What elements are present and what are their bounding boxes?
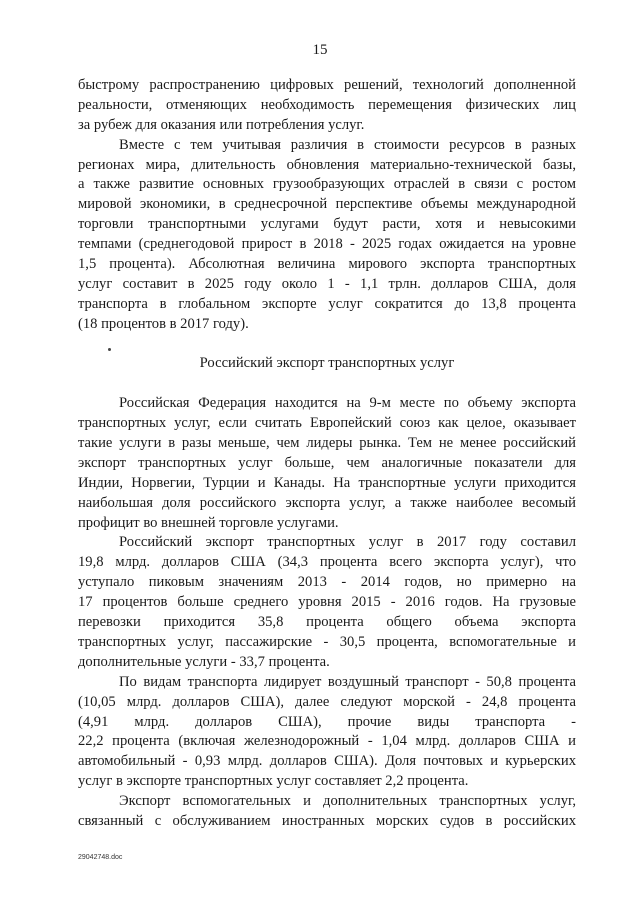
text-line: уступало пиковым значениям 2013 - 2014 годов, но примерно на	[78, 574, 576, 591]
text-line: регионах мира, длительность обновления материально-технической базы,	[78, 156, 576, 173]
text-line: связанный с обслуживанием иностранных морских судов в российских	[78, 812, 576, 829]
paragraph-4	[78, 533, 576, 672]
text-line: транспортных услуг, пассажирские - 30,5 процента, вспомогательные и	[78, 633, 576, 650]
footer-file-code: 29042748.doc	[78, 854, 123, 861]
paragraph-5	[78, 673, 576, 792]
text-line: Индии, Норвегии, Турции и Канады. На транспортные услуги приходится	[78, 474, 576, 491]
section-heading: Российский экспорт транспортных услуг	[199, 355, 455, 372]
text-line: (10,05 млрд. долларов США), далее следуют морской - 24,8 процента	[78, 693, 576, 710]
text-line: 19,8 млрд. долларов США (34,3 процента всего экспорта услуг), что	[78, 554, 576, 571]
text-line: 1,5 процента). Абсолютная величина мирового экспорта транспортных	[78, 256, 576, 273]
text-line: быстрому распространению цифровых решений, технологий дополненной	[78, 77, 576, 93]
text-line: По видам транспорта лидирует воздушный транспорт - 50,8 процента	[119, 673, 576, 690]
text-line: профицит во внешней торговле услугами.	[78, 514, 339, 531]
text-line: Вместе с тем учитывая различия в стоимости ресурсов в разных	[119, 136, 576, 153]
text-line: перевозки приходится 35,8 процента общего объема экспорта	[78, 614, 576, 631]
text-line: 17 процентов больше среднего уровня 2015 - 2016 годов. На грузовые	[78, 594, 576, 611]
text-line: 22,2 процента (включая железнодорожный - 1,04 млрд. долларов США и	[78, 733, 576, 750]
text-line: услуг составит в 2025 году около 1 - 1,1 трлн. долларов США, доля	[78, 275, 576, 292]
text-line: транспортных услуг, если считать Европейский союз как целое, оказывает	[78, 415, 576, 432]
text-line: Российская Федерация находится на 9-м месте по объему экспорта	[119, 395, 576, 412]
text-line: автомобильный - 0,93 млрд. долларов США). Доля почтовых и курьерских	[78, 753, 576, 770]
text-line: транспорта в глобальном экспорте услуг сократится до 13,8 процента	[78, 295, 576, 312]
paragraph-3	[78, 394, 576, 533]
paragraph-1	[78, 76, 576, 136]
text-line: наибольшая доля российского экспорта услуг, а также наиболее весомый	[78, 494, 576, 511]
text-line: темпами (среднегодовой прирост в 2018 - 2025 годах ожидается на уровне	[78, 236, 576, 253]
page-number: 15	[312, 42, 328, 58]
document-body	[78, 76, 576, 832]
text-line: реальности, отменяющих необходимость перемещения физических лиц	[78, 96, 576, 113]
text-line: а также развитие основных грузообразующих отраслей в связи с ростом	[78, 176, 576, 193]
text-line: Российский экспорт транспортных услуг в 2017 году составил	[119, 534, 576, 551]
text-line: (4,91 млрд. долларов США), прочие виды транспорта -	[78, 713, 576, 730]
text-line: дополнительные услуги - 33,7 процента.	[78, 653, 330, 670]
text-line: услуг в экспорте транспортных услуг составляет 2,2 процента.	[78, 773, 469, 790]
text-line: экспорт транспортных услуг больше, чем аналогичные показатели для	[78, 454, 576, 471]
text-line: Экспорт вспомогательных и дополнительных транспортных услуг,	[119, 793, 576, 810]
text-line: мировой экономики, в среднесрочной перспективе объемы международной	[78, 196, 576, 213]
text-line: за рубеж для оказания или потребления услуг.	[78, 116, 365, 133]
text-line: такие услуги в разы меньше, чем лидеры рынка. Тем не менее российский	[78, 435, 576, 452]
text-line: (18 процентов в 2017 году).	[78, 315, 249, 332]
paragraph-2	[78, 136, 576, 335]
paragraph-6	[78, 792, 576, 832]
text-line: торговли транспортными услугами будут расти, хотя и невысокими	[78, 216, 576, 233]
